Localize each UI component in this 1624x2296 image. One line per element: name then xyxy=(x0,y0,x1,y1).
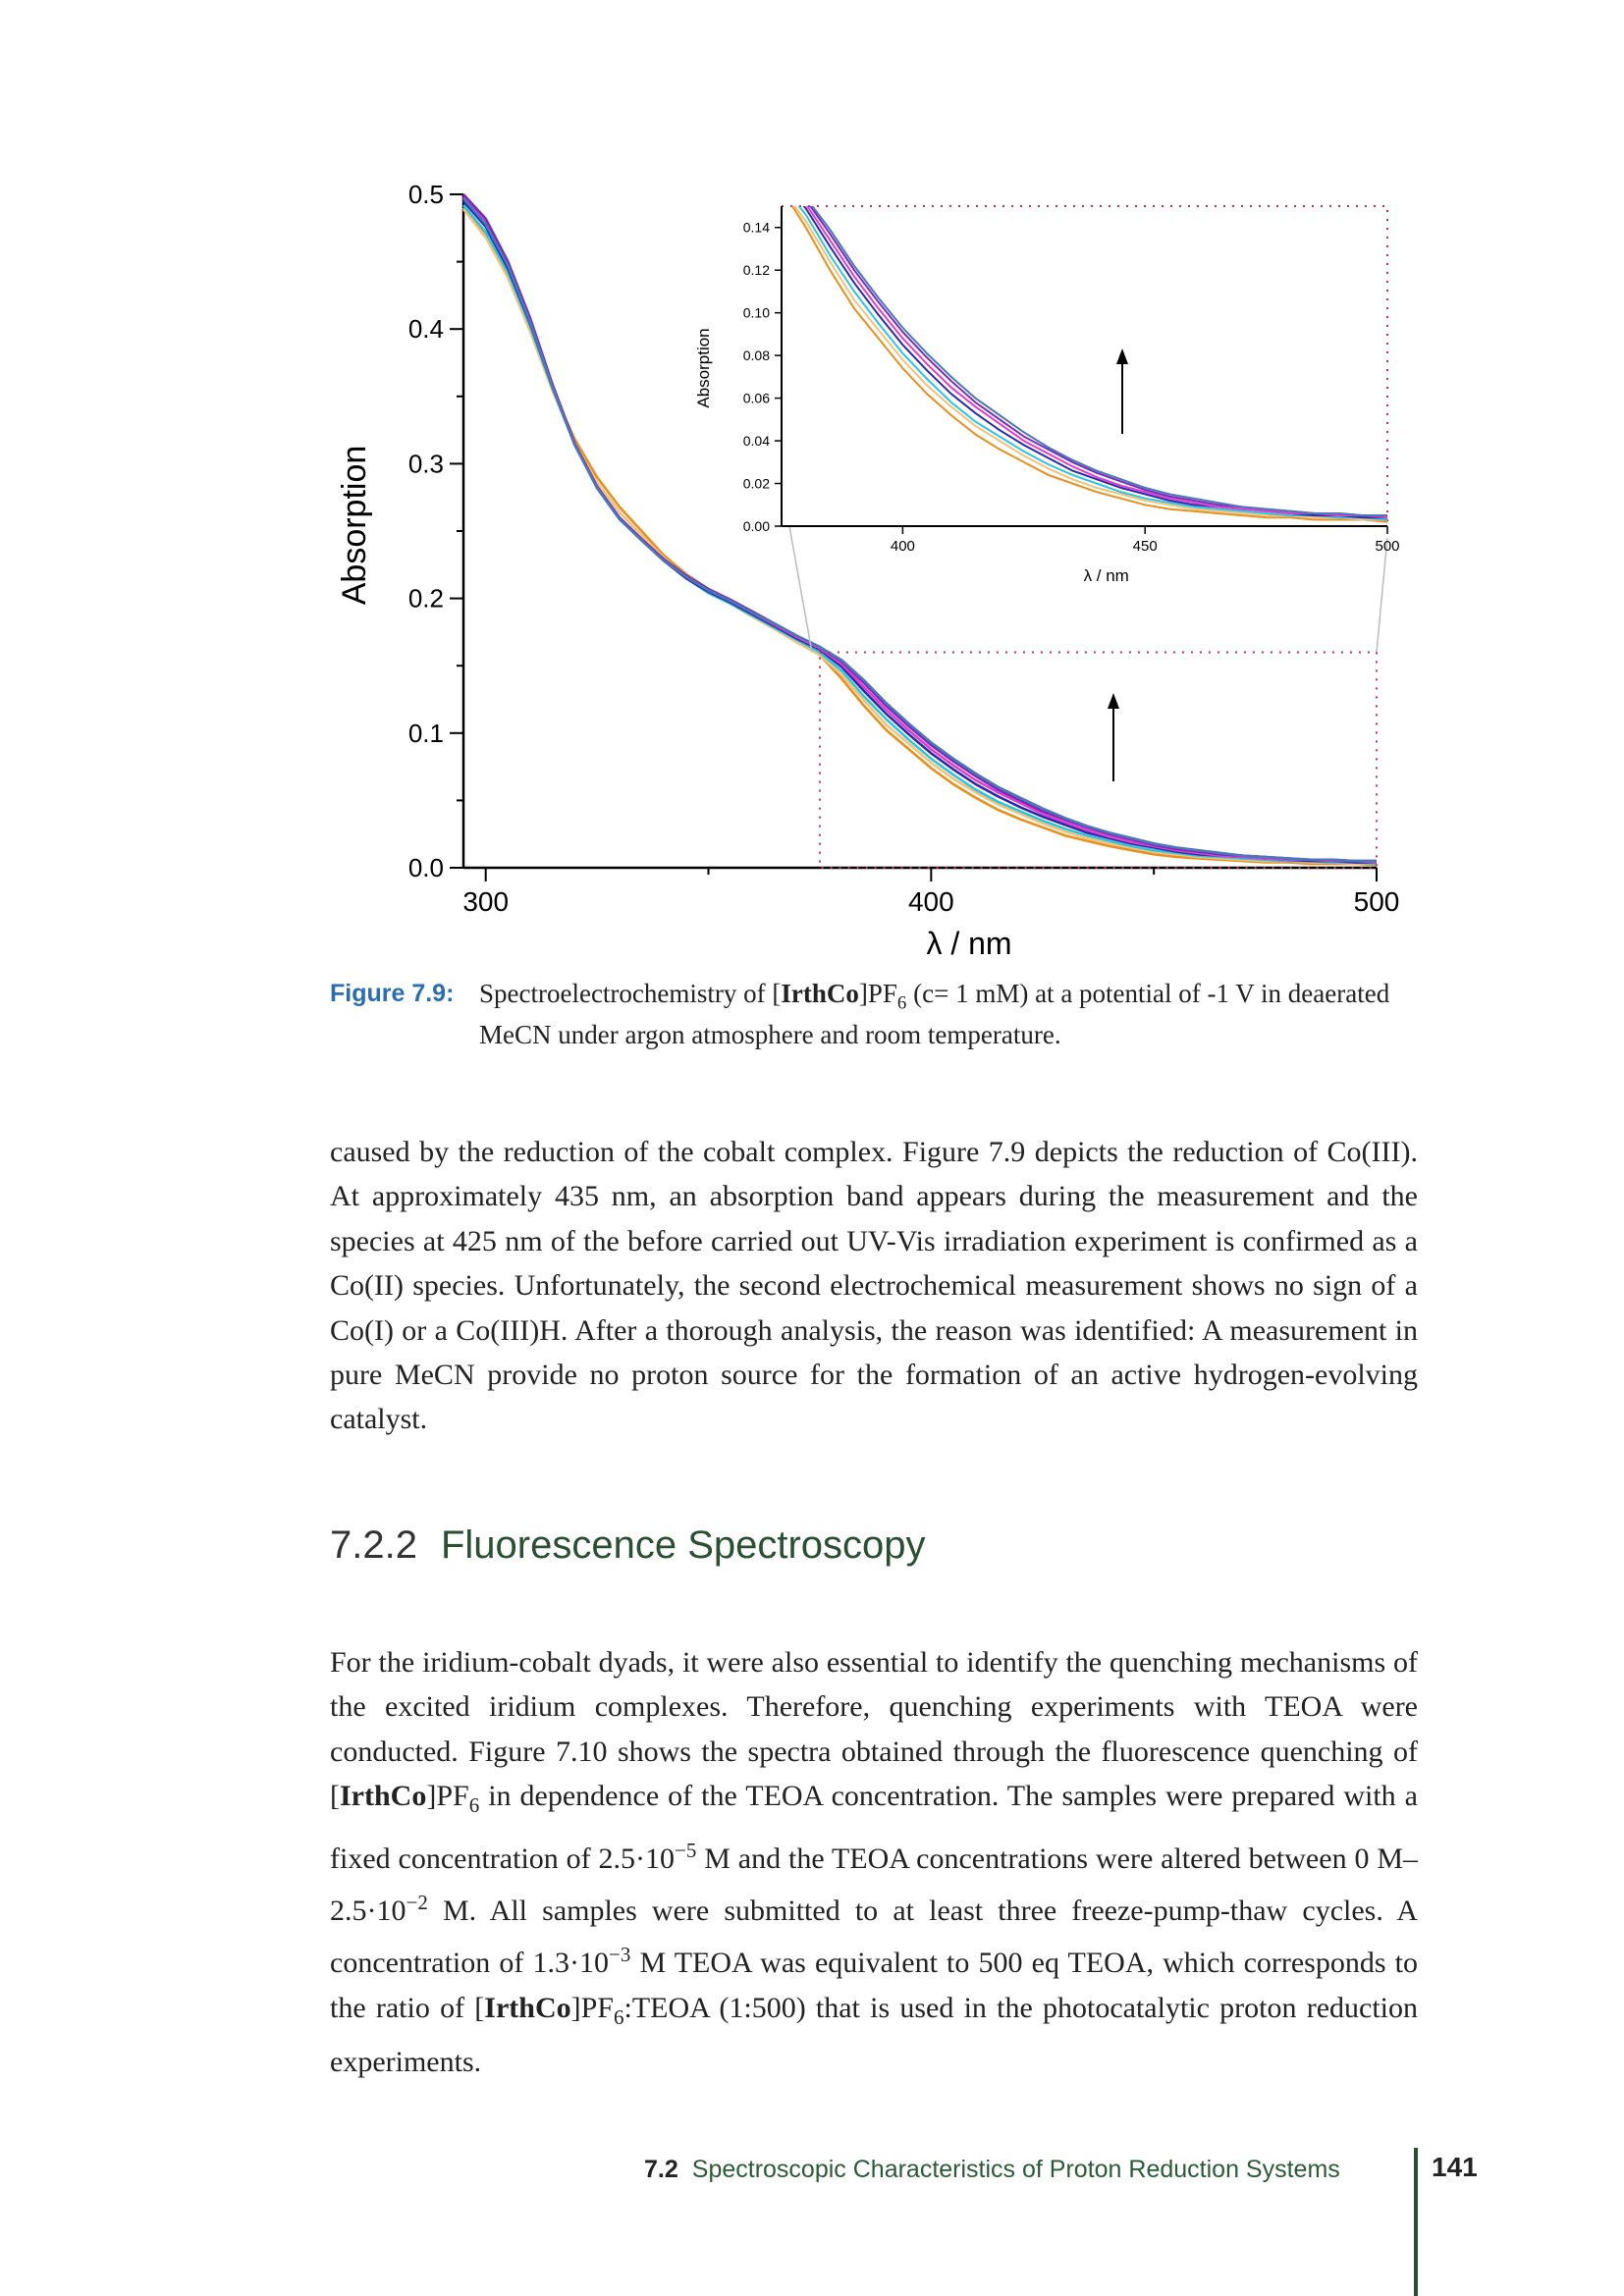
page-number: 141 xyxy=(1432,2152,1478,2182)
y-tick-label: 0.0 xyxy=(407,853,444,882)
inset-chart xyxy=(694,159,1400,652)
compound-name: IrthCo xyxy=(340,1780,427,1813)
inset-x-tick-label: 450 xyxy=(1132,538,1158,555)
text-run: in dependence of the TEOA concentration. The samples were prepared with a fixed concentration of 2.5·10 xyxy=(330,1780,1418,1875)
footer-section-title: Spectroscopic Characteristics of Proton Reduction Systems xyxy=(691,2156,1340,2183)
subscript: 6 xyxy=(613,2004,624,2029)
text-run: For the iridium-cobalt dyads, it were also essential to identify the quenching mechanisms of the excited iridium complexes. Therefore, quenching experiments with TEOA were conducted. Figure 7.10 shows the spectra obtained through the fluorescence quenching of [ xyxy=(330,1646,1418,1813)
caption-part: ]PF xyxy=(858,979,897,1008)
caption-subscript: 6 xyxy=(896,992,907,1014)
exponent: −5 xyxy=(675,1838,697,1862)
y-tick-label: 0.4 xyxy=(407,314,444,345)
x-axis-title: λ / nm xyxy=(926,926,1012,961)
text-run: M TEOA was equivalent to 500 eq TEOA, which corresponds to the ratio of [ xyxy=(330,1947,1418,2024)
y-tick-label: 0.3 xyxy=(407,449,444,479)
y-axis-title: Absorption xyxy=(336,445,373,606)
paragraph-fluorescence xyxy=(330,1640,1418,2085)
inset-y-tick-label: 0.02 xyxy=(742,475,770,492)
compound-name: IrthCo xyxy=(484,1991,571,2024)
paragraph-reduction: caused by the reduction of the cobalt complex. Figure 7.9 depicts the reduction of Co(III). At approximately 435 nm, an absorption band appears during the measurement and the species at 425 nm of the before carried out UV-Vis irradiation experiment is confirmed as a Co(II) species. Unfortunately, the second electrochemical measurement shows no sign of a Co(I) or a Co(III)H. After a thorough analysis, the reason was identified: A measurement in pure MeCN provide no proton source for the formation of an active hydrogen-evolving catalyst. xyxy=(330,1136,1418,1436)
inset-y-axis-title: Absorption xyxy=(694,328,713,408)
caption-part: Spectroelectrochemistry of [ xyxy=(479,979,782,1008)
inset-x-axis-title: λ / nm xyxy=(1083,566,1129,585)
spectrum-figure xyxy=(0,0,1624,962)
x-tick-label: 400 xyxy=(907,886,954,917)
y-tick-label: 0.5 xyxy=(407,180,444,209)
section-heading xyxy=(330,1523,926,1568)
text-run: ]PF xyxy=(570,1991,614,2024)
inset-y-tick-label: 0.14 xyxy=(742,219,770,236)
running-footer xyxy=(644,2156,1340,2184)
caption-part: (c= 1 mM) at a potential of -1 V in deaerated MeCN under argon atmosphere and room temperature. xyxy=(479,979,1390,1050)
text-run: ]PF xyxy=(426,1780,469,1813)
text-run: M. All samples were submitted to at least three freeze-pump-thaw cycles. A concentration of 1.3·10 xyxy=(330,1895,1418,1980)
inset-y-tick-label: 0.10 xyxy=(742,304,770,321)
exponent: −3 xyxy=(609,1943,631,1967)
text-run: M and the TEOA concentrations were altered between 0 M–2.5·10 xyxy=(330,1842,1418,1928)
subscript: 6 xyxy=(468,1793,480,1818)
caption-compound: IrthCo xyxy=(781,979,859,1008)
y-tick-label: 0.2 xyxy=(407,583,444,614)
inset-y-tick-label: 0.00 xyxy=(742,518,770,534)
footer-section-number: 7.2 xyxy=(644,2156,678,2183)
inset-y-tick-label: 0.12 xyxy=(742,262,770,279)
section-title: Fluorescence Spectroscopy xyxy=(440,1523,926,1567)
inset-y-tick-label: 0.04 xyxy=(742,433,770,450)
inset-y-tick-label: 0.06 xyxy=(742,390,770,406)
exponent: −2 xyxy=(406,1891,428,1915)
section-number: 7.2.2 xyxy=(330,1523,417,1567)
connector-line xyxy=(1377,538,1387,652)
figure-label: Figure 7.9: xyxy=(330,980,455,1007)
main-arrow-head xyxy=(1108,693,1119,709)
footer-rule xyxy=(1414,2148,1418,2296)
y-tick-label: 0.1 xyxy=(407,718,444,748)
x-tick-label: 300 xyxy=(462,886,510,917)
caption-text xyxy=(479,978,1412,1050)
inset-x-tick-label: 500 xyxy=(1375,538,1400,555)
x-tick-label: 500 xyxy=(1353,886,1400,917)
inset-y-tick-label: 0.08 xyxy=(742,347,770,364)
text-run: :TEOA (1:500) that is used in the photocatalytic proton reduction experiments. xyxy=(330,1991,1418,2079)
inset-x-tick-label: 400 xyxy=(890,538,915,555)
